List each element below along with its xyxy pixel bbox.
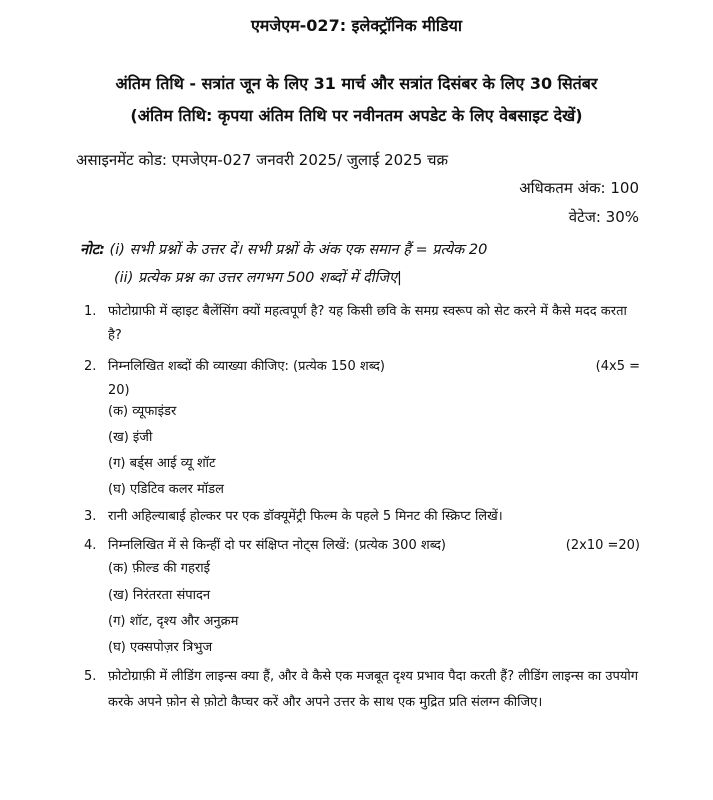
question-5 [84,664,640,716]
question-number: 5. [84,669,97,684]
deadline-line-1: अंतिम तिथि - सत्रांत जून के लिए 31 मार्च और सत्रांत दिसंबर के लिए 30 सितंबर [115,74,598,93]
page-title: एमजेएम-027: इलेक्ट्रॉनिक मीडिया [250,16,463,35]
question-marks-continued: 20) [108,383,130,398]
note-line-1 [80,236,660,264]
question-marks: (2x10 =20) [565,538,640,553]
sub-item: (ग) बर्ड्स आई व्यू शॉट [108,456,216,471]
question-text: रानी अहिल्याबाई होल्कर पर एक डॉक्यूमेंट्री फिल्म के पहले 5 मिनट की स्क्रिप्ट लिखें। [108,509,503,524]
note-text-1: (i) सभी प्रश्नों के उत्तर दें। सभी प्रश्नों के अंक एक समान हैं = प्रत्येक 20 [109,242,488,258]
question-2 [84,355,640,403]
question-text: फ़ोटोग्राफ़ी में लीडिंग लाइन्स क्या हैं, और वे कैसे एक मजबूत दृश्य प्रभाव पैदा करती हैं? लीडिंग लाइन्स का उपयोग करके अपने फ़ोन से फ़ोटो कैप्चर करें और अपने उत्तर के साथ एक मुद्रित प्रति संलग्न कीजिए। [108,669,639,710]
sub-item: (क) व्यूफाइंडर [108,404,177,419]
question-number: 2. [84,359,97,374]
question-marks: (4x5 = [595,359,640,374]
deadline-line-2: (अंतिम तिथि: कृपया अंतिम तिथि पर नवीनतम अपडेट के लिए वेबसाइट देखें) [130,106,583,125]
question-text: निम्नलिखित में से किन्हीं दो पर संक्षिप्त नोट्स लिखें: (प्रत्येक 300 शब्द) [108,538,446,553]
sub-item: (घ) एडिटिव कलर मॉडल [108,482,224,497]
sub-item: (घ) एक्सपोज़र त्रिभुज [108,640,213,655]
sub-item: (क) फ़ील्ड की गहराई [108,561,211,576]
question-text: फोटोग्राफी में व्हाइट बैलेंसिंग क्यों महत्वपूर्ण है? यह किसी छवि के समग्र स्वरूप को सेट करने में कैसे मदद करता है? [108,304,627,343]
question-1 [84,300,640,348]
question-number: 1. [84,304,97,319]
weightage: वेटेज: 30% [568,208,639,226]
question-text: निम्नलिखित शब्दों की व्याख्या कीजिए: (प्रत्येक 150 शब्द) [108,359,386,374]
question-4 [84,534,640,558]
note-label: नोट: [80,242,105,258]
deadline-block [0,68,713,132]
question-number: 3. [84,509,97,524]
question-number: 4. [84,538,97,553]
note-block [80,236,660,292]
note-line-2: (ii) प्रत्येक प्रश्न का उत्तर लगभग 500 शब्दों में दीजिए| [114,270,402,286]
max-marks: अधिकतम अंक: 100 [519,179,639,197]
assignment-code: असाइनमेंट कोड: एमजेएम-027 जनवरी 2025/ जुलाई 2025 चक्र [76,151,449,169]
sub-item: (ग) शॉट, दृश्य और अनुक्रम [108,614,239,629]
sub-item: (ख) इंजी [108,430,153,445]
sub-item: (ख) निरंतरता संपादन [108,588,211,603]
question-3 [84,505,640,529]
